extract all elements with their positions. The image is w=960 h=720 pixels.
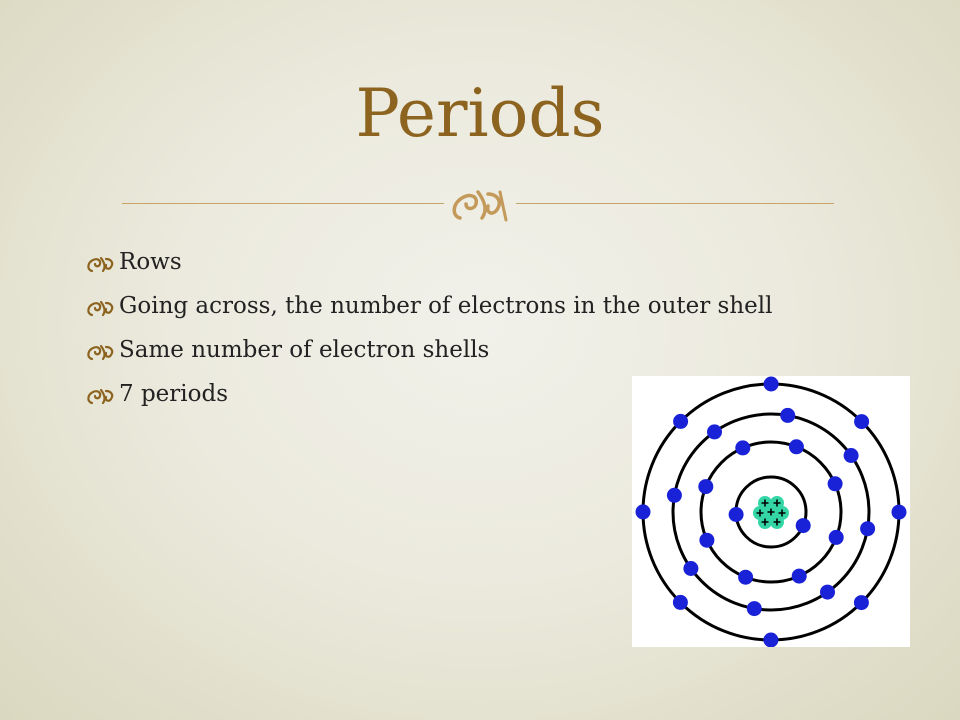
electron — [683, 561, 698, 576]
electron — [860, 521, 875, 536]
electron — [792, 569, 807, 584]
electron — [796, 518, 811, 533]
electron — [780, 408, 795, 423]
title-rule-right — [516, 203, 834, 204]
electron — [828, 476, 843, 491]
electron — [854, 414, 869, 429]
electron — [636, 504, 651, 519]
electron — [707, 424, 722, 439]
bullet-text: Same number of electron shells — [119, 337, 490, 363]
bullet-item-electron-shells — [86, 335, 846, 366]
bullet-text: 7 periods — [119, 381, 229, 407]
electron — [698, 479, 713, 494]
electron — [667, 488, 682, 503]
electron — [854, 595, 869, 610]
electron — [747, 601, 762, 616]
proton — [770, 515, 784, 529]
swirl-bullet-icon — [86, 255, 114, 273]
electron — [789, 439, 804, 454]
bullet-text: Rows — [119, 249, 182, 275]
electron — [820, 585, 835, 600]
atom-shell-diagram — [632, 376, 910, 647]
bullet-text: Going across, the number of electrons in the outer shell — [119, 293, 773, 319]
electron — [738, 570, 753, 585]
electron — [673, 414, 688, 429]
title-rule-left — [122, 203, 444, 204]
electron — [829, 530, 844, 545]
electron — [764, 377, 779, 392]
bullet-item-outer-shell — [86, 291, 846, 322]
electron — [699, 533, 714, 548]
electron — [673, 595, 688, 610]
electron — [735, 440, 750, 455]
electron — [763, 633, 778, 648]
electron — [892, 505, 907, 520]
swirl-bullet-icon — [86, 387, 114, 405]
swirl-ornament-icon — [448, 186, 512, 222]
bullet-item-rows — [86, 247, 846, 278]
electron — [844, 448, 859, 463]
electron — [729, 507, 744, 522]
swirl-bullet-icon — [86, 343, 114, 361]
swirl-bullet-icon — [86, 299, 114, 317]
proton — [758, 515, 772, 529]
slide-title: Periods — [355, 75, 605, 152]
